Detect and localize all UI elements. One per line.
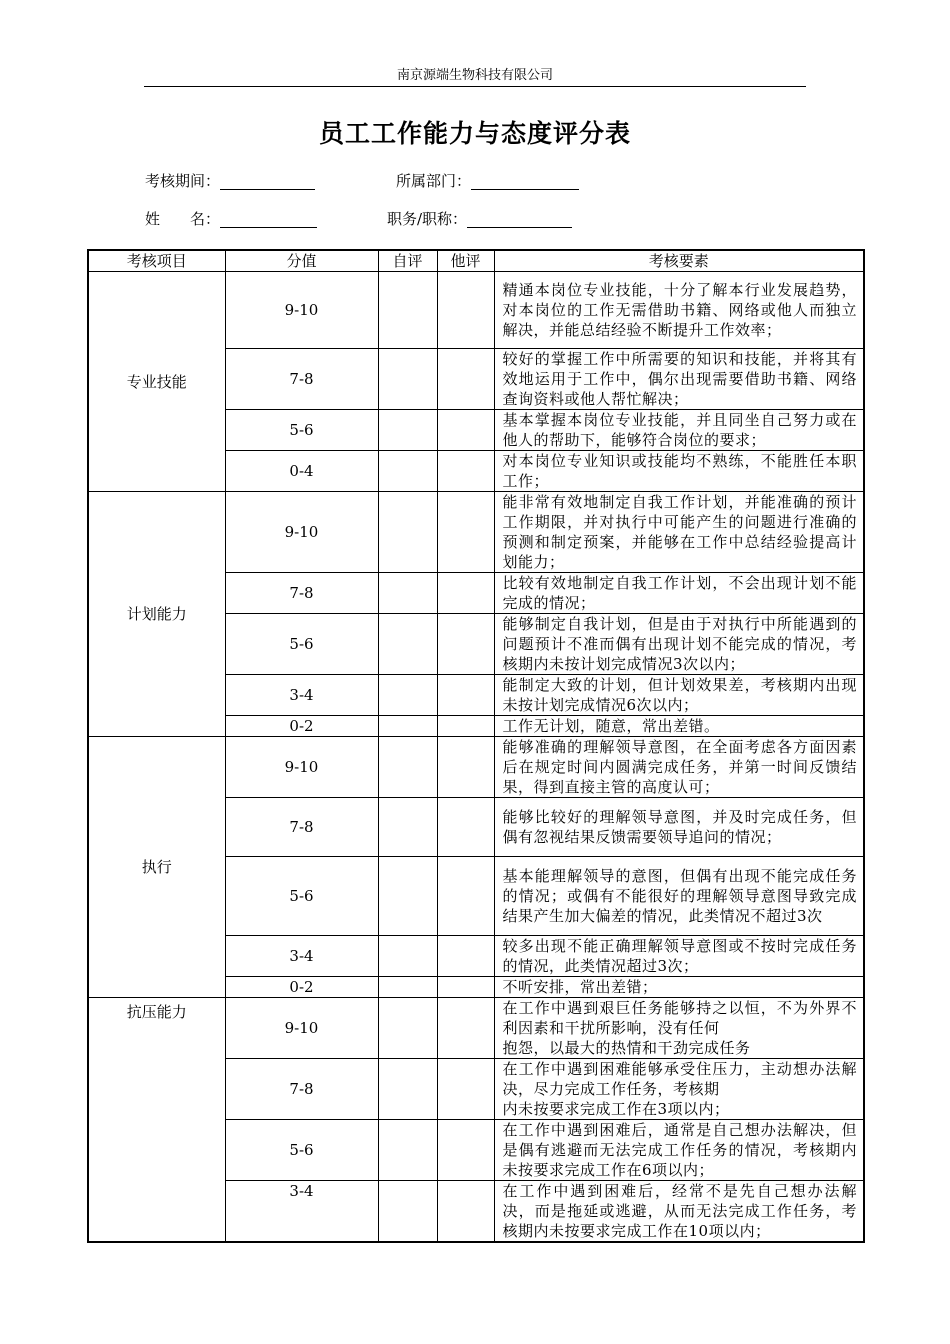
self-score-cell[interactable] [378,614,437,675]
peer-score-cell[interactable] [437,857,494,936]
score-cell: 7-8 [225,349,378,410]
peer-score-cell[interactable] [437,272,494,349]
evaluation-table [87,249,865,1243]
period-label: 考核期间： [145,172,221,190]
criteria-cell: 能够制定自我计划，但是由于对执行中所能遇到的问题预计不准而偶有出现计划不能完成的情况，考核期内未按计划完成情况3次以内； [494,614,864,675]
self-score-cell[interactable] [378,977,437,998]
criteria-cell [494,1059,864,1120]
self-score-cell[interactable] [378,716,437,737]
score-cell: 9-10 [225,272,378,349]
peer-score-cell[interactable] [437,1120,494,1181]
peer-score-cell[interactable] [437,998,494,1059]
name-label: 姓 名： [145,210,221,228]
criteria-line: 在工作中遇到困难能够承受住压力，主动想办法解决，尽力完成工作任务，考核期 [502,1060,857,1098]
self-score-cell[interactable] [378,1181,437,1243]
self-score-cell[interactable] [378,451,437,492]
criteria-line: 抱怨，以最大的热情和干劲完成任务 [502,1039,751,1057]
criteria-cell: 精通本岗位专业技能，十分了解本行业发展趋势，对本岗位的工作无需借助书籍、网络或他人而独立解决，并能总结经验不断提升工作效率； [494,272,864,349]
criteria-cell: 能够准确的理解领导意图，在全面考虑各方面因素后在规定时间内圆满完成任务，并第一时间反馈结果，得到直接主管的高度认可； [494,737,864,798]
score-cell: 3-4 [225,1181,378,1243]
peer-score-cell[interactable] [437,1181,494,1243]
score-cell: 9-10 [225,492,378,573]
peer-score-cell[interactable] [437,737,494,798]
self-score-cell[interactable] [378,998,437,1059]
dept-blank[interactable] [471,174,579,190]
name-blank[interactable] [220,212,317,228]
self-score-cell[interactable] [378,936,437,977]
score-cell: 5-6 [225,410,378,451]
peer-score-cell[interactable] [437,977,494,998]
criteria-cell: 在工作中遇到困难后，通常是自己想办法解决，但是偶有逃避而无法完成工作任务的情况，考核期内未按要求完成工作在6项以内； [494,1120,864,1181]
criteria-cell: 在工作中遇到困难后，经常不是先自己想办法解决，而是拖延或逃避，从而无法完成工作任务，考核期内未按要求完成工作在10项以内； [494,1181,864,1243]
header-divider [144,86,806,87]
score-cell: 9-10 [225,737,378,798]
criteria-cell: 能够比较好的理解领导意图，并及时完成任务，但偶有忽视结果反馈需要领导追问的情况； [494,798,864,857]
header-self: 自评 [378,250,437,272]
criteria-cell: 能制定大致的计划，但计划效果差，考核期内出现未按计划完成情况6次以内； [494,675,864,716]
position-blank[interactable] [467,212,572,228]
category-cell: 计划能力 [88,492,225,737]
self-score-cell[interactable] [378,1059,437,1120]
self-score-cell[interactable] [378,272,437,349]
table-row [88,272,864,349]
table-header-row [88,250,864,272]
criteria-cell: 不听安排，常出差错； [494,977,864,998]
category-cell: 专业技能 [88,272,225,492]
criteria-cell: 工作无计划，随意，常出差错。 [494,716,864,737]
criteria-cell: 基本掌握本岗位专业技能，并且同坐自己努力或在他人的帮助下，能够符合岗位的要求； [494,410,864,451]
self-score-cell[interactable] [378,349,437,410]
score-cell: 0-4 [225,451,378,492]
peer-score-cell[interactable] [437,1059,494,1120]
peer-score-cell[interactable] [437,451,494,492]
peer-score-cell[interactable] [437,410,494,451]
peer-score-cell[interactable] [437,492,494,573]
peer-score-cell[interactable] [437,716,494,737]
table-row [88,737,864,798]
criteria-cell: 能非常有效地制定自我工作计划，并能准确的预计工作期限，并对执行中可能产生的问题进行准确的预测和制定预案，并能够在工作中总结经验提高计划能力； [494,492,864,573]
peer-score-cell[interactable] [437,614,494,675]
criteria-cell: 比较有效地制定自我工作计划，不会出现计划不能完成的情况； [494,573,864,614]
peer-score-cell[interactable] [437,798,494,857]
self-score-cell[interactable] [378,857,437,936]
category-cell: 执行 [88,737,225,998]
header-peer: 他评 [437,250,494,272]
self-score-cell[interactable] [378,798,437,857]
company-header: 南京源端生物科技有限公司 [396,68,553,83]
score-cell: 3-4 [225,675,378,716]
peer-score-cell[interactable] [437,573,494,614]
criteria-cell: 对本岗位专业知识或技能均不熟练，不能胜任本职工作； [494,451,864,492]
score-cell: 5-6 [225,1120,378,1181]
self-score-cell[interactable] [378,1120,437,1181]
criteria-cell: 基本能理解领导的意图，但偶有出现不能完成任务的情况；或偶有不能很好的理解领导意图导致完成结果产生加大偏差的情况，此类情况不超过3次 [494,857,864,936]
position-field [387,210,572,228]
criteria-cell [494,998,864,1059]
header-criteria: 考核要素 [494,250,864,272]
self-score-cell[interactable] [378,737,437,798]
self-score-cell[interactable] [378,675,437,716]
category-cell: 抗压能力 [88,998,225,1243]
score-cell: 7-8 [225,798,378,857]
header-item: 考核项目 [88,250,225,272]
score-cell: 0-2 [225,977,378,998]
position-label: 职务/职称： [387,210,468,228]
table-row [88,492,864,573]
header-score: 分值 [225,250,378,272]
score-cell: 7-8 [225,573,378,614]
self-score-cell[interactable] [378,410,437,451]
peer-score-cell[interactable] [437,675,494,716]
self-score-cell[interactable] [378,492,437,573]
self-score-cell[interactable] [378,573,437,614]
dept-field [396,172,579,190]
dept-label: 所属部门： [396,172,472,190]
period-field [145,172,315,190]
score-cell: 5-6 [225,857,378,936]
table-row [88,998,864,1059]
score-cell: 5-6 [225,614,378,675]
criteria-line: 在工作中遇到艰巨任务能够持之以恒，不为外界不利因素和干扰所影响，没有任何 [502,999,857,1037]
score-cell: 7-8 [225,1059,378,1120]
criteria-cell: 较多出现不能正确理解领导意图或不按时完成任务的情况，此类情况超过3次； [494,936,864,977]
criteria-line: 内未按要求完成工作在3项以内； [502,1100,730,1118]
page-title: 员工工作能力与态度评分表 [318,119,631,148]
name-field [145,210,317,228]
score-cell: 9-10 [225,998,378,1059]
criteria-cell: 较好的掌握工作中所需要的知识和技能，并将其有效地运用于工作中，偶尔出现需要借助书籍、网络查询资料或他人帮忙解决； [494,349,864,410]
peer-score-cell[interactable] [437,936,494,977]
score-cell: 3-4 [225,936,378,977]
score-cell: 0-2 [225,716,378,737]
peer-score-cell[interactable] [437,349,494,410]
period-blank[interactable] [220,174,315,190]
